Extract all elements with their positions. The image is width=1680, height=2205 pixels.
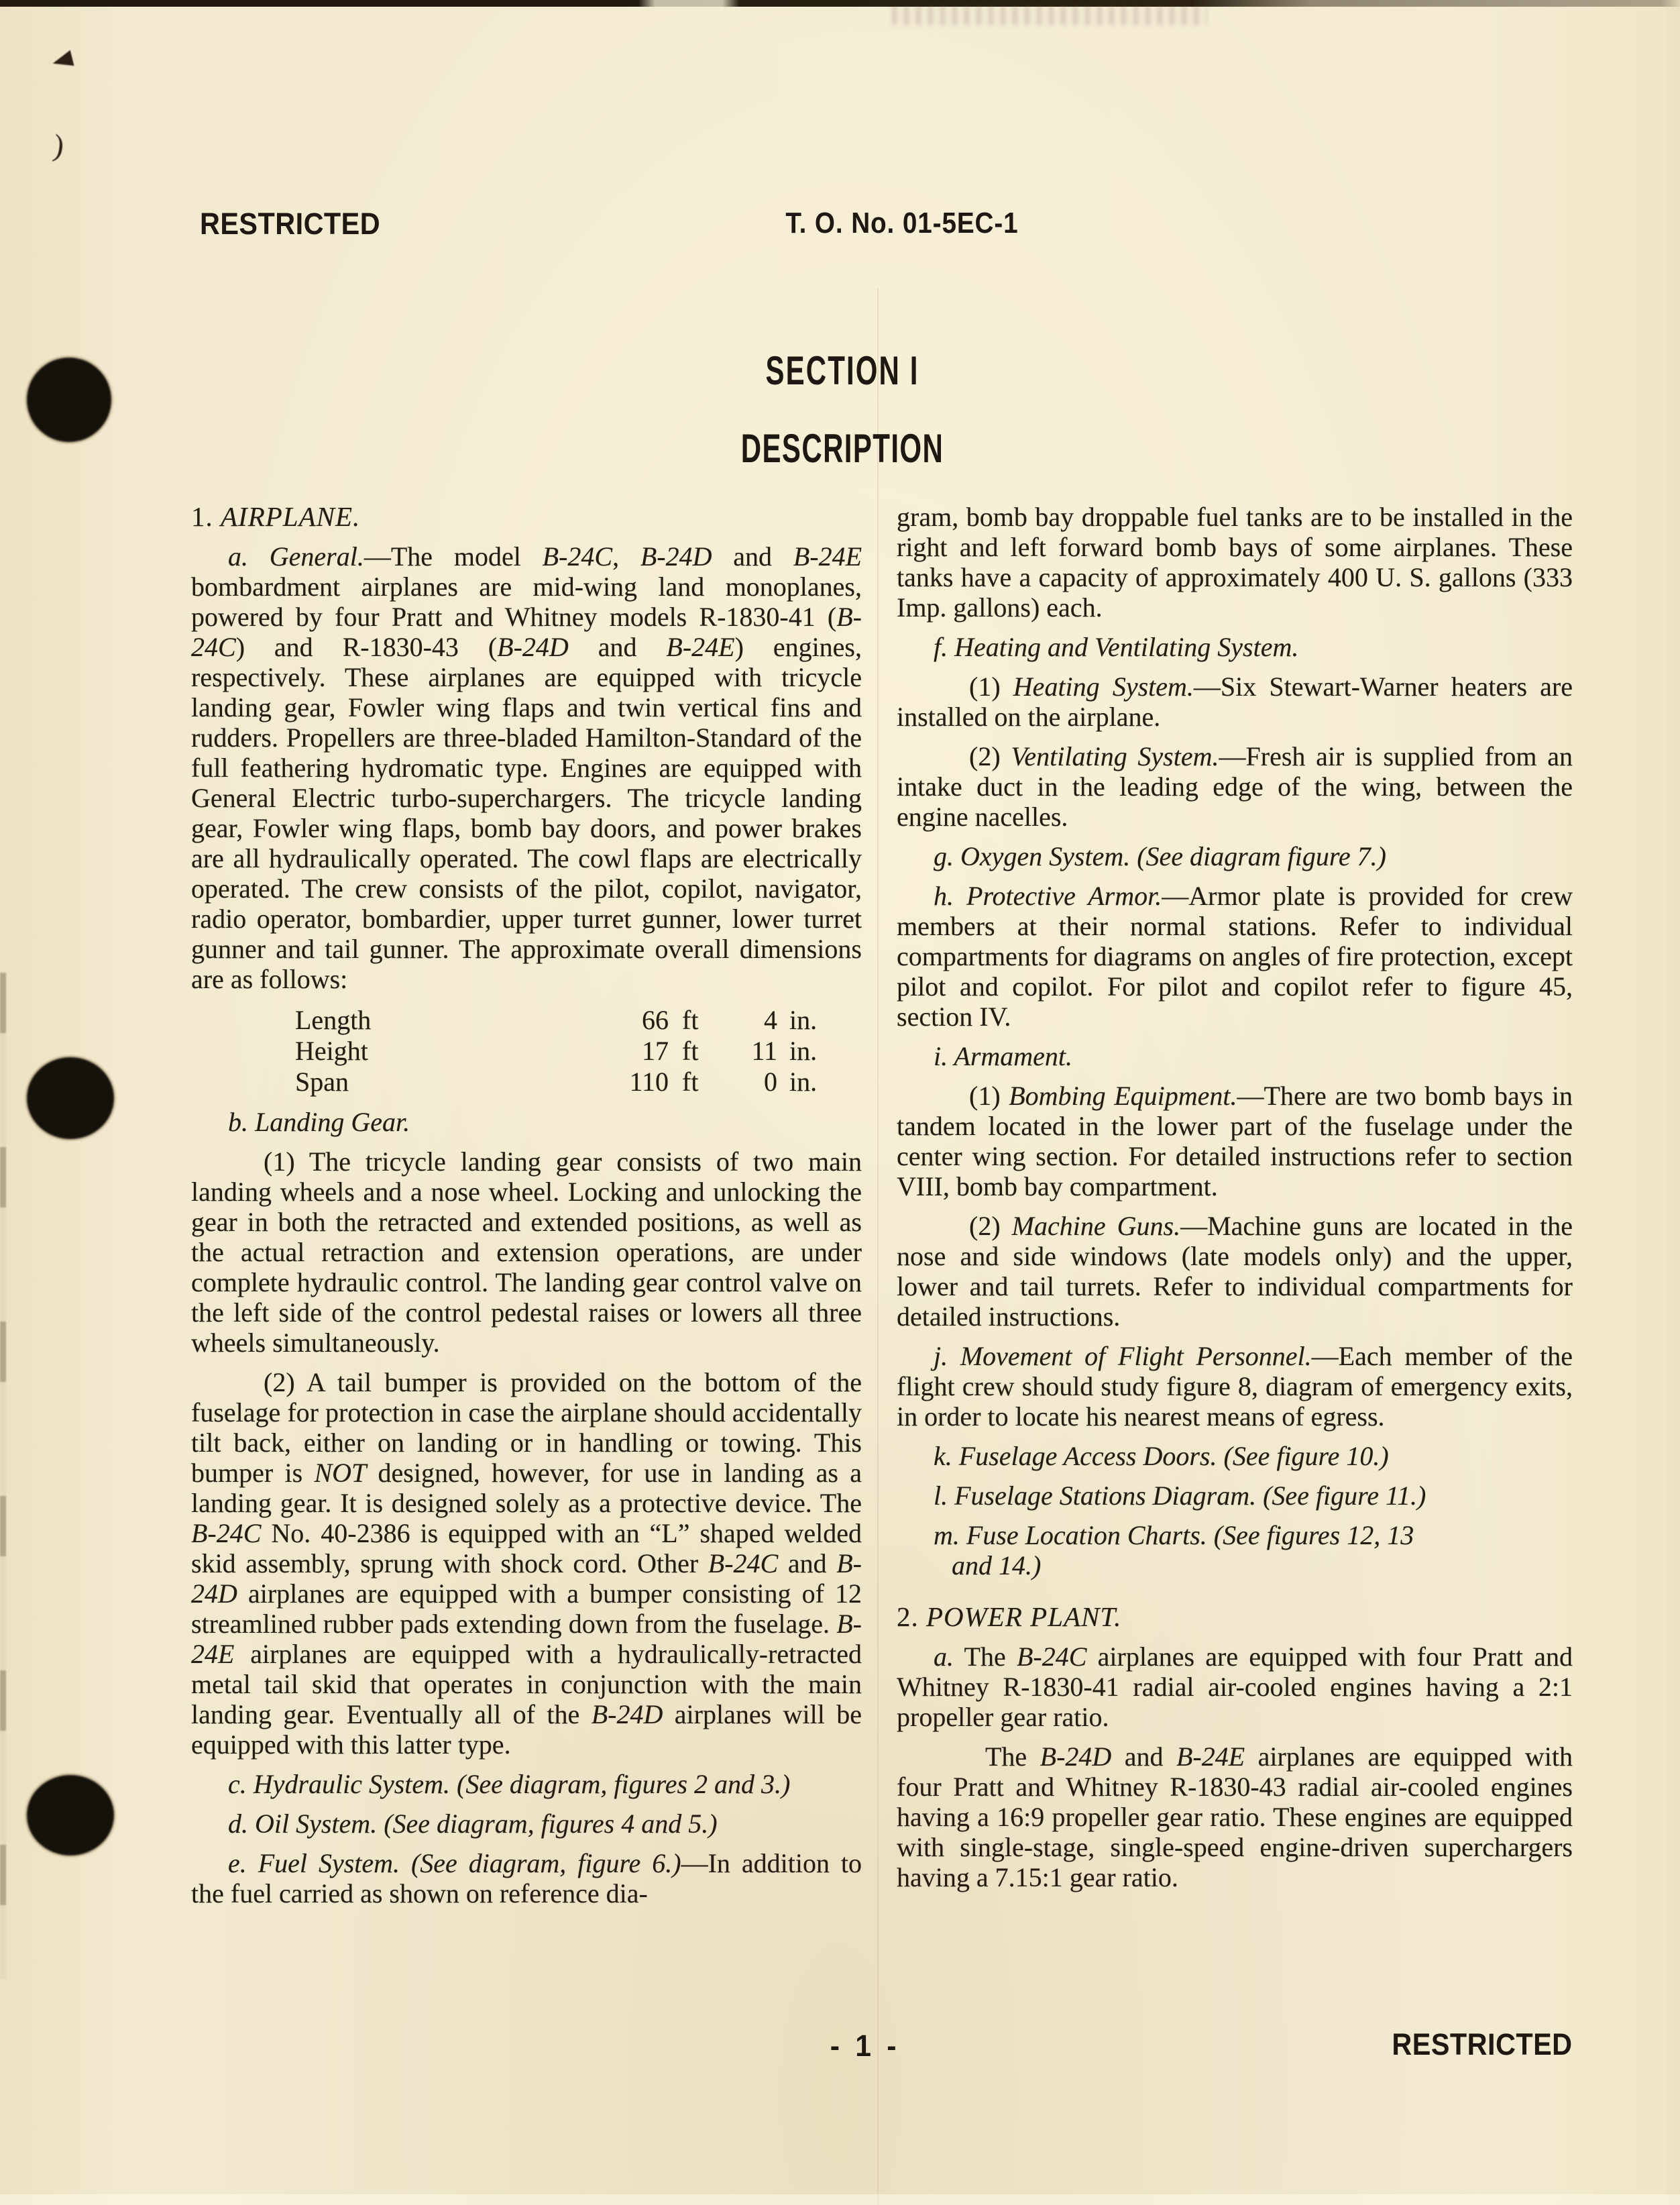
dimension-label: Span [295, 1067, 349, 1097]
feet-unit: ft [682, 1067, 699, 1097]
footer-page-number: - 1 - [830, 2029, 901, 2063]
paragraph [191, 1367, 862, 1760]
italic-text-run: B-24D [1040, 1741, 1112, 1772]
text-run: (1) [969, 671, 1013, 702]
scan-right-edge-band [1661, 0, 1680, 2205]
section-heading [191, 502, 862, 532]
italic-text-run: B-24E [191, 1609, 862, 1669]
header-restricted-label: RESTRICTED [200, 207, 381, 241]
italic-text-run: c. Hydraulic System. (See diagram, figures 2 and 3.) [228, 1769, 791, 1799]
ink-mark-paren: ) [51, 127, 66, 163]
ink-mark-arrow [51, 50, 74, 71]
text-run: (1) The tricycle landing gear consists of two main landing wheels and a nose wheel. Locking and unlocking the gear in both the retracted and extended positions, as well as the actual retraction and extension operations, are under complete hydraulic control. The landing gear control valve on the left side of the control pedestal raises or lowers all three wheels simultaneously. [191, 1146, 862, 1358]
paragraph [897, 671, 1573, 732]
italic-text-run: Ventilating System. [1011, 741, 1219, 771]
paragraph [897, 841, 1573, 871]
text-run: —Machine guns are located in the nose and side windows (late models only) and the upper, lower and tail turrets. Refer to individual compartments for detailed instructions. [897, 1211, 1573, 1332]
dimension-label: Length [295, 1005, 372, 1035]
column-left [191, 502, 862, 1908]
document-number: T. O. No. 01-5EC-1 [785, 207, 1019, 239]
text-run: gram, bomb bay droppable fuel tanks are to be installed in the right and left forward bomb bays of some airplanes. These tanks have a capacity of approximately 400 U. S. gallons (333 Imp. gallons) each. [897, 502, 1573, 623]
text-run: No. 40-2386 is equipped with an “L” shaped welded skid assembly, sprung with shock cord. Other [191, 1518, 862, 1578]
paragraph [191, 1107, 862, 1137]
italic-text-run: B-24E [1176, 1741, 1245, 1772]
inches-value: 4 [764, 1005, 777, 1035]
text-run: airplanes are equipped with four Pratt and Whitney R-1830-41 radial air-cooled engines having a 2:1 propeller gear ratio. [897, 1642, 1573, 1732]
feet-value: 66 [642, 1005, 669, 1035]
dimensions-table [295, 1005, 843, 1097]
italic-text-run: a. [934, 1642, 954, 1672]
text-run: —Six Stewart-Warner heaters are installed on the airplane. [897, 671, 1573, 732]
italic-text-run: B-24C [542, 541, 613, 572]
text-run: —In addition to the fuel carried as shown on reference dia- [191, 1848, 862, 1908]
paragraph [897, 1741, 1573, 1892]
text-run: The [954, 1642, 1017, 1672]
section-heading [897, 1602, 1573, 1632]
dimension-row [295, 1067, 843, 1097]
italic-text-run: m. Fuse Location Charts. (See figures 12, 13 [934, 1520, 1414, 1550]
text-run: airplanes are equipped with a hydraulically-retracted metal tail skid that operates in conjunction with the main landing gear. Eventually all of the [191, 1639, 862, 1729]
text-run: , [612, 541, 640, 572]
paragraph [897, 1041, 1573, 1071]
feet-value: 110 [629, 1067, 669, 1097]
paragraph [191, 541, 862, 994]
italic-text-run: i. Armament. [934, 1041, 1073, 1071]
text-run: bombardment airplanes are mid-wing land monoplanes, powered by four Pratt and Whitney models R-1830-41 ( [191, 572, 862, 632]
italic-text-run: d. Oil System. (See diagram, figures 4 and 5.) [228, 1809, 718, 1839]
text-run: airplanes will be equipped with this latter type. [191, 1699, 862, 1760]
inches-value: 0 [764, 1067, 777, 1097]
section-title: SECTION I [765, 348, 919, 393]
text-run: and [778, 1548, 837, 1578]
inches-unit: in. [789, 1067, 818, 1097]
italic-text-run: B-24D [640, 541, 712, 572]
text-run: ) and R-1830-43 ( [235, 632, 498, 662]
italic-text-run: h. Protective Armor. [934, 881, 1162, 911]
page-fold-line [877, 288, 879, 2205]
italic-text-run: e. Fuel System. (See diagram, figure 6.) [228, 1848, 681, 1878]
italic-text-run: and 14.) [952, 1550, 1042, 1580]
scan-bottom-edge-band [0, 2194, 1680, 2205]
paragraph [897, 1520, 1573, 1580]
bleed-through-smudge [892, 5, 1207, 25]
italic-text-run: POWER PLANT. [926, 1601, 1122, 1632]
italic-text-run: B-24E [666, 632, 735, 662]
italic-text-run: k. Fuselage Access Doors. (See figure 10.) [934, 1441, 1389, 1471]
inches-unit: in. [789, 1005, 818, 1035]
scan-top-edge-artifact [0, 0, 1680, 7]
italic-text-run: B-24D [591, 1699, 663, 1729]
italic-text-run: B-24C [1016, 1642, 1087, 1672]
text-run: (2) [969, 741, 1011, 771]
hole-punch [27, 1057, 114, 1139]
italic-text-run: B-24D [191, 1548, 862, 1609]
text-run: —There are two bomb bays in tandem located in the lower part of the fuselage under the center wing section. For detailed instructions refer to section VIII, bomb bay compartment. [897, 1081, 1573, 1201]
paragraph [191, 1809, 862, 1839]
paragraph [897, 1642, 1573, 1732]
text-run: —Armor plate is provided for crew members at their normal stations. Refer to individual compartments for diagrams on angles of fire protection, except pilot and copilot. For pilot and copilot refer to figure 45, section IV. [897, 881, 1573, 1032]
paragraph [897, 1481, 1573, 1511]
italic-text-run: B-24E [793, 541, 862, 572]
hole-punch [27, 1775, 114, 1856]
text-run: and [1111, 1741, 1176, 1772]
italic-text-run: B-24D [497, 632, 569, 662]
section-subtitle: DESCRIPTION [740, 426, 944, 471]
paragraph [191, 1769, 862, 1799]
italic-text-run: Machine Guns. [1011, 1211, 1181, 1241]
dimension-label: Height [295, 1036, 368, 1066]
text-run: and [712, 541, 793, 572]
italic-text-run: Heating System. [1013, 671, 1194, 702]
footer-restricted-label: RESTRICTED [1392, 2027, 1573, 2061]
italic-text-run: B-24C [191, 602, 862, 662]
text-run: designed, however, for use in landing as a landing gear. It is designed solely as a protective device. The [191, 1458, 862, 1518]
paragraph [897, 1211, 1573, 1332]
paragraph [897, 1441, 1573, 1471]
scan-left-edge-artifact [0, 973, 6, 1979]
paragraph [897, 632, 1573, 662]
text-run: —The model [363, 541, 543, 572]
inches-value: 11 [751, 1036, 777, 1066]
italic-text-run: Bombing Equipment. [1009, 1081, 1237, 1111]
text-run: —Each member of the flight crew should study figure 8, diagram of emergency exits, in order to locate his nearest means of egress. [897, 1341, 1573, 1432]
text-run: 2. [897, 1601, 926, 1632]
italic-text-run: NOT [314, 1458, 367, 1488]
text-run: (2) [969, 1211, 1012, 1241]
paragraph [897, 741, 1573, 832]
paragraph [191, 1146, 862, 1358]
text-run: airplanes are equipped with a bumper consisting of 12 streamlined rubber pads extending down from the fuselage. [191, 1578, 862, 1639]
italic-text-run: f. Heating and Ventilating System. [934, 632, 1299, 662]
paragraph [897, 1081, 1573, 1201]
dimension-row [295, 1005, 843, 1036]
dimension-row [295, 1036, 843, 1067]
feet-unit: ft [682, 1036, 699, 1066]
text-run: (2) A tail bumper is provided on the bottom of the fuselage for protection in case the airplane should accidentally tilt back, either on landing or in handling or towing. This bumper is [191, 1367, 862, 1488]
paragraph [897, 502, 1573, 623]
italic-text-run: j. Movement of Flight Personnel. [934, 1341, 1312, 1371]
italic-text-run: b. Landing Gear. [228, 1107, 410, 1137]
text-run: 1. [191, 501, 221, 532]
text-run: —Fresh air is supplied from an intake duct in the leading edge of the wing, between the engine nacelles. [897, 741, 1573, 832]
inches-unit: in. [789, 1036, 818, 1066]
italic-text-run: g. Oxygen System. (See diagram figure 7.) [934, 841, 1386, 871]
paragraph [897, 1341, 1573, 1432]
feet-value: 17 [642, 1036, 669, 1066]
italic-text-run: B-24C [191, 1518, 262, 1548]
paragraph [897, 881, 1573, 1032]
feet-unit: ft [682, 1005, 699, 1035]
column-right [897, 502, 1573, 1892]
text-run: The [985, 1741, 1040, 1772]
text-run: ) engines, respectively. These airplanes are equipped with tricycle landing gear, Fowler wing flaps and twin vertical fins and rudders. Propellers are three-bladed Hamilton-Standard of the full feathering hydromatic type. Engines are equipped with General Electric turbo-superchargers. The tricycle landing gear, Fowler wing flaps, bomb bay doors, and power brakes are all hydraulically operated. The cowl flaps are electrically operated. The crew consists of the pilot, copilot, navigator, radio operator, bombardier, upper turret gunner, lower turret gunner and tail gunner. The approximate overall dimensions are as follows: [191, 632, 862, 994]
text-run: (1) [969, 1081, 1009, 1111]
italic-text-run: AIRPLANE. [221, 501, 361, 532]
text-run: and [568, 632, 667, 662]
italic-text-run: l. Fuselage Stations Diagram. (See figure 11.) [934, 1481, 1426, 1511]
italic-text-run: a. General. [228, 541, 364, 572]
paragraph [191, 1848, 862, 1908]
text-run: airplanes are equipped with four Pratt and Whitney R-1830-43 radial air-cooled engines having a 16:9 propeller gear ratio. These engines are equipped with single-stage, single-speed engine-driven superchargers having a 7.15:1 gear ratio. [897, 1741, 1573, 1892]
italic-text-run: B-24C [708, 1548, 779, 1578]
hole-punch [27, 358, 111, 442]
